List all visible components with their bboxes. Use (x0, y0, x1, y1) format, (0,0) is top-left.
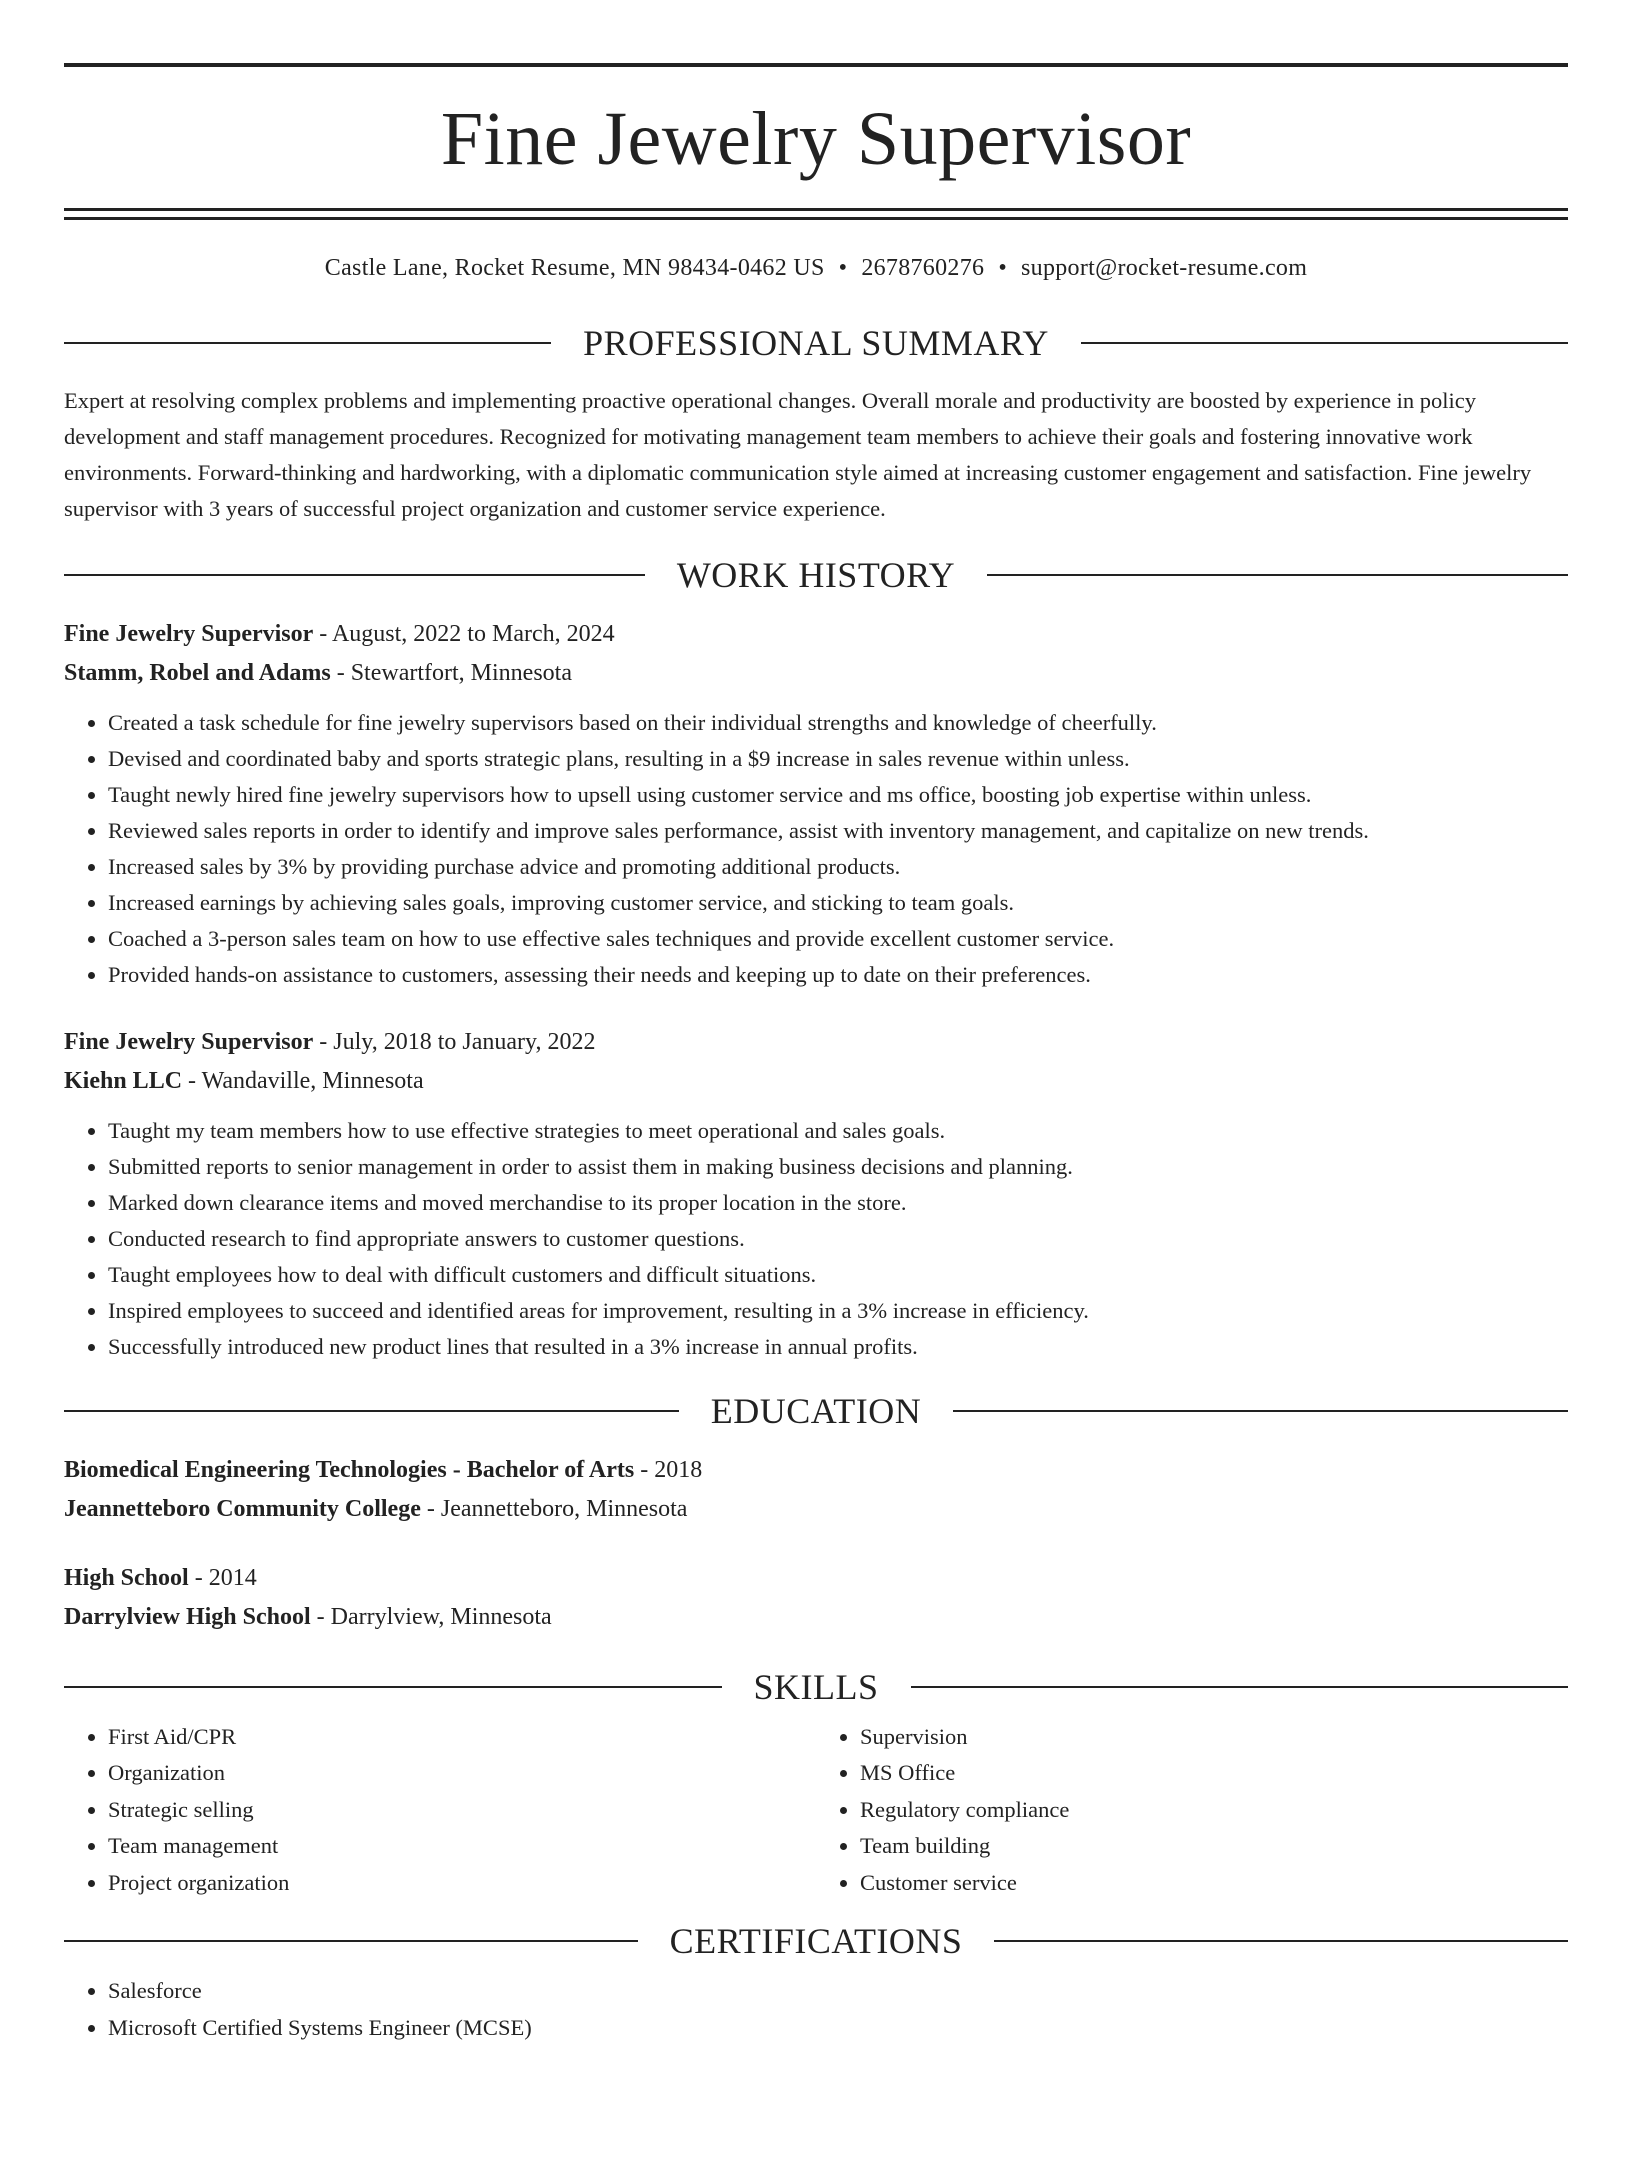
job-company-line (64, 654, 1568, 693)
section-rule (64, 574, 645, 576)
list-item: • Strategic selling (108, 1792, 816, 1829)
section-header-summary (64, 322, 1568, 363)
job-title: Fine Jewelry Supervisor (64, 620, 314, 647)
contact-line (64, 254, 1568, 283)
header-top-rule (64, 63, 1568, 67)
section-rule (64, 1940, 638, 1942)
resume-page (0, 63, 1632, 2175)
contact-separator: • (998, 255, 1008, 281)
list-item: • Marked down clearance items and moved merchandise to its proper location in the store. (108, 1185, 1568, 1221)
education-entry (64, 1559, 1568, 1637)
list-item: • Submitted reports to senior management in order to assist them in making business decisions and planning. (108, 1149, 1568, 1185)
job-title: Fine Jewelry Supervisor (64, 1028, 314, 1055)
section-title: EDUCATION (710, 1390, 922, 1431)
job-bullets (64, 1113, 1568, 1365)
contact-separator: • (838, 255, 848, 281)
list-item: • Increased sales by 3% by providing purchase advice and promoting additional products. (108, 849, 1568, 885)
job-company: Stamm, Robel and Adams (64, 659, 331, 686)
education-school-line (64, 1598, 1568, 1637)
list-item: • Organization (108, 1755, 816, 1792)
section-header-work (64, 554, 1568, 595)
job-company: Kiehn LLC (64, 1067, 183, 1094)
section-rule (953, 1410, 1568, 1412)
section-title: SKILLS (753, 1666, 879, 1707)
education-degree: Biomedical Engineering Technologies - Bachelor of Arts (64, 1456, 635, 1483)
list-item: • Microsoft Certified Systems Engineer (MCSE) (108, 2010, 1568, 2047)
education-year: - 2018 (634, 1456, 703, 1483)
section-title: CERTIFICATIONS (669, 1921, 963, 1962)
header-double-rule (64, 208, 1568, 220)
list-item: • Team building (860, 1828, 1568, 1865)
section-title: WORK HISTORY (676, 554, 956, 595)
section-title: PROFESSIONAL SUMMARY (583, 322, 1049, 363)
list-item: • Increased earnings by achieving sales goals, improving customer service, and sticking to team goals. (108, 885, 1568, 921)
education-year: - 2014 (188, 1564, 257, 1591)
job-dates: - July, 2018 to January, 2022 (313, 1028, 596, 1055)
list-item: • Supervision (860, 1719, 1568, 1756)
contact-phone: 2678760276 (861, 255, 985, 281)
list-item: • Coached a 3-person sales team on how to use effective sales techniques and provide excellent customer service. (108, 921, 1568, 957)
section-rule (64, 342, 551, 344)
section-rule (994, 1940, 1568, 1942)
resume-title: Fine Jewelry Supervisor (440, 97, 1192, 181)
section-rule (1081, 342, 1568, 344)
job-entry (64, 615, 1568, 993)
list-item: • Salesforce (108, 1973, 1568, 2010)
section-rule (64, 1410, 679, 1412)
list-item: • Taught employees how to deal with difficult customers and difficult situations. (108, 1257, 1568, 1293)
contact-email: support@rocket-resume.com (1021, 255, 1308, 281)
skills-column-left (64, 1719, 816, 1902)
education-school: Darrylview High School (64, 1603, 311, 1630)
education-entry (64, 1451, 1568, 1529)
education-degree-line (64, 1451, 1568, 1490)
skills-grid (64, 1719, 1568, 1902)
list-item: • Taught newly hired fine jewelry supervisors how to upsell using customer service and ms office, boosting job expertise within unless. (108, 777, 1568, 813)
list-item: • Inspired employees to succeed and identified areas for improvement, resulting in a 3% increase in efficiency. (108, 1293, 1568, 1329)
list-item: • MS Office (860, 1755, 1568, 1792)
education-school-line (64, 1490, 1568, 1529)
list-item: • Conducted research to find appropriate answers to customer questions. (108, 1221, 1568, 1257)
list-item: • Regulatory compliance (860, 1792, 1568, 1829)
list-item: • Taught my team members how to use effective strategies to meet operational and sales goals. (108, 1113, 1568, 1149)
list-item: • Customer service (860, 1865, 1568, 1902)
list-item: • First Aid/CPR (108, 1719, 816, 1756)
section-rule (911, 1686, 1569, 1688)
skills-column-right (816, 1719, 1568, 1902)
job-title-line (64, 615, 1568, 654)
section-header-certifications (64, 1921, 1568, 1962)
list-item: • Team management (108, 1828, 816, 1865)
list-item: • Successfully introduced new product lines that resulted in a 3% increase in annual profits. (108, 1329, 1568, 1365)
education-degree-line (64, 1559, 1568, 1598)
list-item: • Created a task schedule for fine jewelry supervisors based on their individual strengths and knowledge of cheerfully. (108, 705, 1568, 741)
section-header-education (64, 1390, 1568, 1431)
list-item: • Devised and coordinated baby and sports strategic plans, resulting in a $9 increase in sales revenue within unless. (108, 741, 1568, 777)
list-item: • Reviewed sales reports in order to identify and improve sales performance, assist with inventory management, and capitalize on new trends. (108, 813, 1568, 849)
education-location: - Jeannetteboro, Minnesota (420, 1495, 688, 1522)
job-title-line (64, 1023, 1568, 1062)
list-item: • Provided hands-on assistance to customers, assessing their needs and keeping up to date on their preferences. (108, 957, 1568, 993)
list-item: • Project organization (108, 1865, 816, 1902)
section-header-skills (64, 1666, 1568, 1707)
section-rule (987, 574, 1568, 576)
education-degree: High School (64, 1564, 189, 1591)
contact-address: Castle Lane, Rocket Resume, MN 98434-0462 US (324, 255, 825, 281)
education-school: Jeannetteboro Community College (64, 1495, 421, 1522)
job-bullets (64, 705, 1568, 993)
certifications-list (64, 1973, 1568, 2046)
education-location: - Darrylview, Minnesota (310, 1603, 552, 1630)
job-company-line (64, 1062, 1568, 1101)
summary-text: Expert at resolving complex problems and implementing proactive operational changes. Overall morale and productivity are boosted by experience in policy development and staff management procedures. Recognized for motivating management team members to achieve their goals and fostering innovative work environments. Forward-thinking and hardworking, with a diplomatic communication style aimed at increasing customer engagement and satisfaction. Fine jewelry supervisor with 3 years of successful project organization and customer service experience. (64, 387, 1532, 521)
job-dates: - August, 2022 to March, 2024 (313, 620, 615, 647)
job-location: - Wandaville, Minnesota (182, 1067, 424, 1094)
section-rule (64, 1686, 722, 1688)
job-location: - Stewartfort, Minnesota (330, 659, 572, 686)
job-entry (64, 1023, 1568, 1365)
